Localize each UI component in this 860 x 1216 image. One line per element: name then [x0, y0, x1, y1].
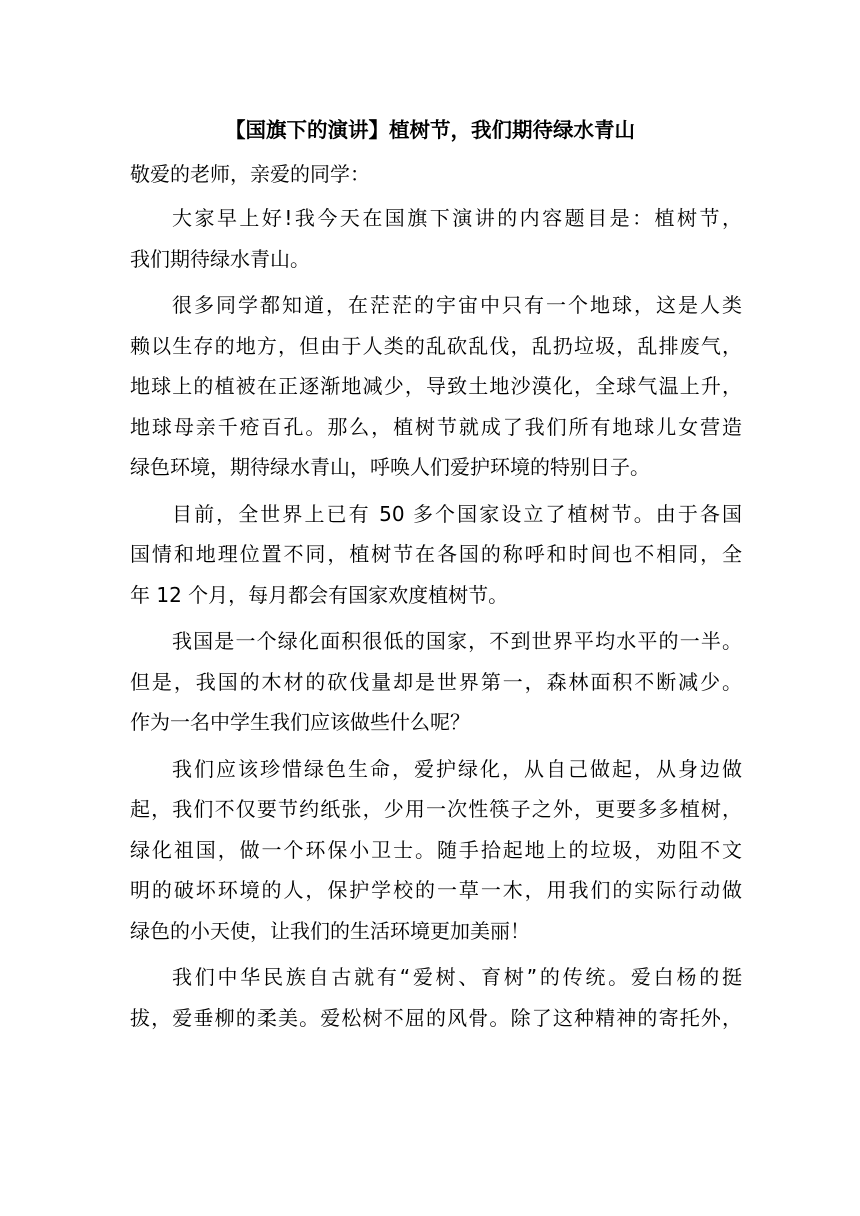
paragraph — [130, 743, 742, 952]
paragraph-line: 拔，爱垂柳的柔美。爱松树不屈的风骨。除了这种精神的寄托外， — [130, 1005, 742, 1030]
paragraph-line: 但是，我国的木材的砍伐量却是世界第一，森林面积不断减少。 — [130, 669, 742, 694]
paragraph-line: 我们期待绿水青山。 — [130, 246, 310, 271]
paragraph-line: 我国是一个绿化面积很低的国家，不到世界平均水平的一半。 — [172, 629, 742, 653]
paragraph-line: 作为一名中学生我们应该做些什么呢？ — [130, 710, 470, 734]
paragraph-line: 赖以生存的地方，但由于人类的乱砍乱伐，乱扔垃圾，乱排废气， — [130, 333, 742, 358]
paragraph-line: 大家早上好!我今天在国旗下演讲的内容题目是：植树节， — [172, 206, 742, 230]
paragraph-line: 绿色的小天使，让我们的生活环境更加美丽！ — [130, 918, 530, 943]
paragraph — [130, 192, 742, 279]
paragraph — [130, 488, 742, 616]
paragraph-line: 明的破坏环境的人，保护学校的一草一木，用我们的实际行动做 — [130, 878, 742, 902]
paragraph-line: 国情和地理位置不同，植树节在各国的称呼和时间也不相同，全 — [130, 542, 742, 566]
paragraph-line: 我们中华民族自古就有“爱树、育树”的传统。爱白杨的挺 — [172, 965, 742, 989]
document-title: 【国旗下的演讲】植树节，我们期待绿水青山 — [225, 118, 635, 142]
paragraph-line: 我们应该珍惜绿色生命，爱护绿化，从自己做起，从身边做 — [172, 756, 742, 781]
paragraph-line: 很多同学都知道，在茫茫的宇宙中只有一个地球，这是人类 — [172, 293, 742, 317]
paragraph-line: 地球母亲千疮百孔。那么，植树节就成了我们所有地球儿女营造 — [130, 414, 742, 439]
document-body — [130, 156, 742, 1038]
paragraph-line: 目前，全世界上已有 50 多个国家设立了植树节。由于各国 — [172, 501, 742, 526]
paragraph — [130, 615, 742, 743]
paragraph-line: 起，我们不仅要节约纸张，少用一次性筷子之外，更要多多植树， — [130, 797, 742, 821]
paragraph-line: 地球上的植被在正逐渐地减少，导致土地沙漠化，全球气温上升， — [130, 374, 742, 398]
paragraph — [130, 279, 742, 488]
salutation: 敬爱的老师，亲爱的同学： — [130, 162, 370, 186]
paragraph-line: 绿色环境，期待绿水青山，呼唤人们爱护环境的特别日子。 — [130, 455, 650, 479]
paragraph-line: 年 12 个月，每月都会有国家欢度植树节。 — [130, 582, 509, 607]
paragraph — [130, 951, 742, 1038]
paragraph-line: 绿化祖国，做一个环保小卫士。随手拾起地上的垃圾，劝阻不文 — [130, 837, 742, 862]
